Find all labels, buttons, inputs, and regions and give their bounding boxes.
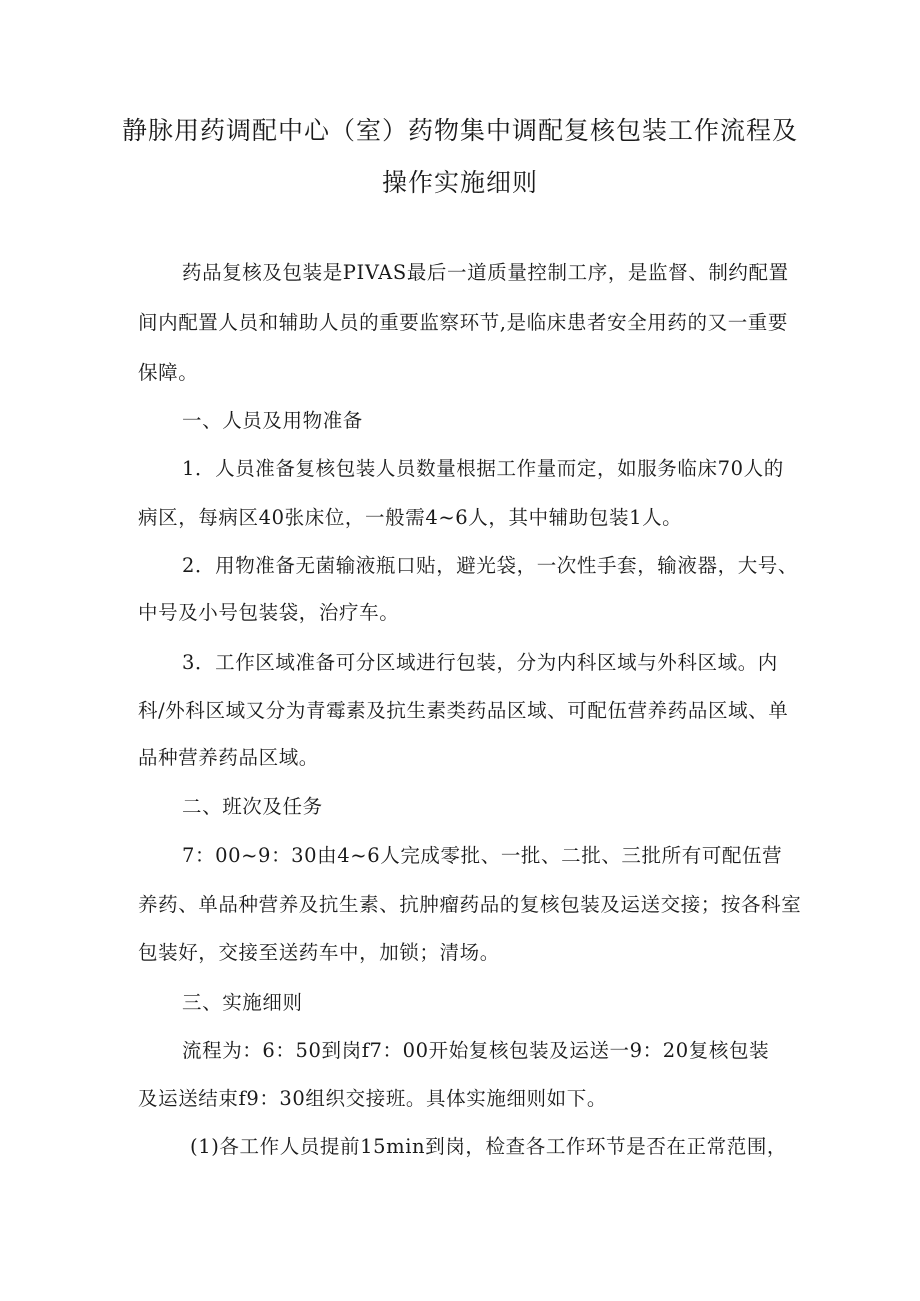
item-1-line-2: 病区，每病区40张床位，一般需4~6人，其中辅助包装1人。 [138, 506, 683, 529]
paragraph-intro-line-3: 保障。 [138, 361, 199, 384]
item-3-line-1: 3．工作区域准备可分区域进行包装，分为内科区域与外科区域。内 [182, 651, 778, 674]
shift-paragraph-line-1: 7：00~9：30由4~6人完成零批、一批、二批、三批所有可配伍营 [182, 844, 783, 867]
process-paragraph-line-1: 流程为：6：50到岗f7：00开始复核包装及运送一9：20复核包装 [182, 1039, 770, 1062]
shift-paragraph-line-2: 养药、单品种营养及抗生素、抗肿瘤药品的复核包装及运送交接；按各科室 [138, 893, 802, 916]
item-2-line-1: 2．用物准备无菌输液瓶口贴，避光袋，一次性手套，输液器，大号、 [182, 554, 799, 577]
paragraph-intro-line-2: 间内配置人员和辅助人员的重要监察环节,是临床患者安全用药的又一重要 [138, 311, 788, 334]
document-title-line-1: 静脉用药调配中心（室）药物集中调配复核包装工作流程及 [121, 116, 798, 145]
shift-paragraph-line-3: 包装好，交接至送药车中，加锁；清场。 [138, 941, 500, 964]
document-title-line-2: 操作实施细则 [381, 168, 538, 197]
paragraph-intro-line-1: 药品复核及包装是PIVAS最后一道质量控制工序，是监督、制约配置 [182, 261, 789, 284]
item-2-line-2: 中号及小号包装袋，治疗车。 [138, 601, 400, 624]
section-heading-2: 二、班次及任务 [182, 795, 323, 818]
item-1-line-1: 1．人员准备复核包装人员数量根据工作量而定，如服务临床70人的 [182, 457, 784, 480]
process-paragraph-line-2: 及运送结束f9：30组织交接班。具体实施细则如下。 [138, 1087, 607, 1110]
item-3-line-3: 品种营养药品区域。 [138, 746, 319, 769]
detail-item-1-line-1: (1)各工作人员提前15min到岗，检查各工作环节是否在正常范围， [190, 1135, 788, 1158]
item-3-line-2: 科/外科区域又分为青霉素及抗生素类药品区域、可配伍营养药品区域、单 [138, 699, 789, 722]
section-heading-1: 一、人员及用物准备 [182, 409, 363, 432]
section-heading-3: 三、实施细则 [182, 991, 303, 1014]
